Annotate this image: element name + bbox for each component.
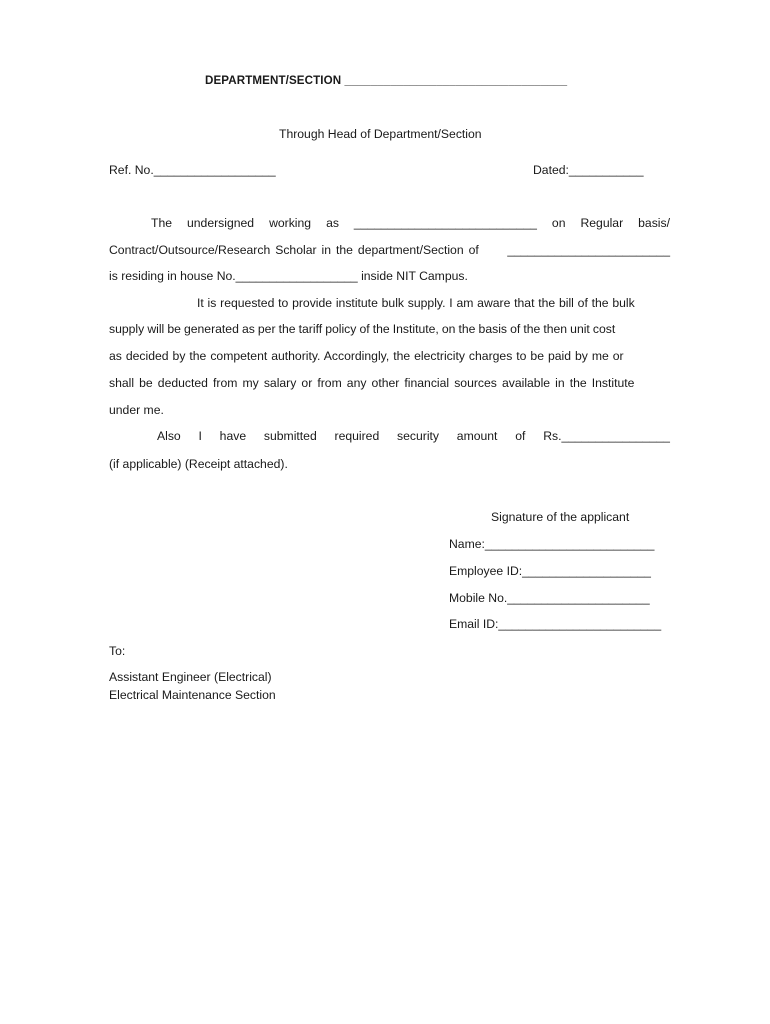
addressee-line2: Electrical Maintenance Section xyxy=(109,688,276,702)
para1-line2-text: Contract/Outsource/Research Scholar in the department/Section of xyxy=(109,243,479,257)
para2-line4: shall be deducted from my salary or from any other financial sources available in the Institute xyxy=(109,376,635,390)
para1-line2 xyxy=(109,243,670,257)
para1-line1-word: on xyxy=(551,216,566,230)
para2-line1: It is requested to provide institute bulk supply. I am aware that the bill of the bulk xyxy=(197,296,635,310)
para1-line3: is residing in house No.__________________ inside NIT Campus. xyxy=(109,269,468,283)
addressee-line1: Assistant Engineer (Electrical) xyxy=(109,670,272,684)
para3-line1-word: I xyxy=(198,429,202,443)
para3-line1-word: submitted xyxy=(263,429,317,443)
para3-line1-word: have xyxy=(219,429,247,443)
para1-line1-word: Regular xyxy=(580,216,624,230)
para3-line1-word: Rs.________________ xyxy=(543,429,670,443)
para2-line3: as decided by the competent authority. Accordingly, the electricity charges to be paid by me or xyxy=(109,349,624,363)
para3-line2: (if applicable) (Receipt attached). xyxy=(109,457,288,471)
mobile-no-field: Mobile No._____________________ xyxy=(449,591,650,605)
para1-line1-word: basis/ xyxy=(638,216,670,230)
para2-line5: under me. xyxy=(109,403,164,417)
para1-line1-word: ___________________________ xyxy=(353,216,537,230)
para3-line1-word: Also xyxy=(157,429,181,443)
department-blank: ________________________ xyxy=(507,243,670,257)
employee-id-field: Employee ID:___________________ xyxy=(449,564,651,578)
para3-line1-word: of xyxy=(515,429,526,443)
para1-line1-word: working xyxy=(269,216,312,230)
para1-line1 xyxy=(151,216,670,230)
para1-line1-word: undersigned xyxy=(187,216,255,230)
department-section-heading: DEPARTMENT/SECTION __________________________________ xyxy=(205,74,568,87)
para1-line1-word: The xyxy=(151,216,173,230)
email-id-field: Email ID:________________________ xyxy=(449,617,662,631)
signature-title: Signature of the applicant xyxy=(491,510,630,524)
name-field: Name:_________________________ xyxy=(449,537,655,551)
para3-line1-word: security xyxy=(397,429,440,443)
para1-line1-word: as xyxy=(326,216,339,230)
para2-line2: supply will be generated as per the tariff policy of the Institute, on the basis of the then unit cost xyxy=(109,322,616,336)
para3-line1 xyxy=(157,429,670,443)
ref-no-field: Ref. No.__________________ xyxy=(109,163,276,177)
to-label: To: xyxy=(109,644,126,658)
through-head-line: Through Head of Department/Section xyxy=(279,127,482,141)
para3-line1-word: amount xyxy=(456,429,498,443)
dated-field: Dated:___________ xyxy=(533,163,644,177)
para3-line1-word: required xyxy=(334,429,380,443)
